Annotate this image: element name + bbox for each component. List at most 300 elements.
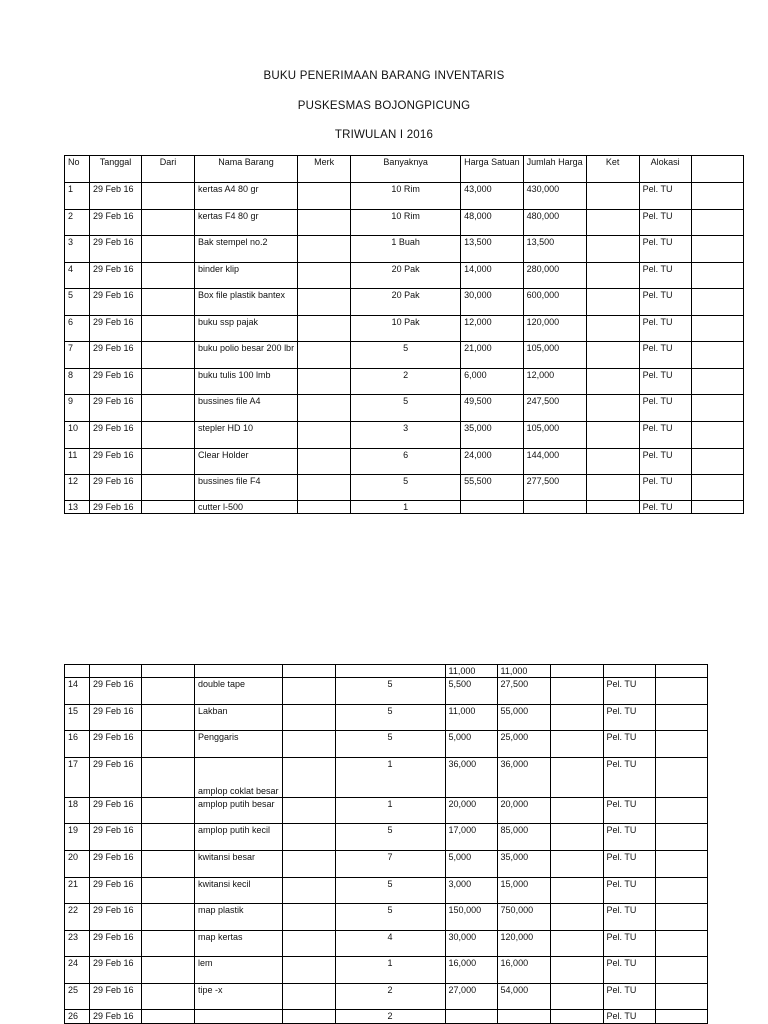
cell-nama-barang: amplop putih kecil: [195, 824, 283, 851]
cell-blank: [691, 183, 743, 210]
cell-tanggal: 29 Feb 16: [90, 316, 142, 342]
cell-merk: [282, 878, 335, 904]
cell-jumlah-harga: 600,000: [523, 289, 586, 316]
table-row: [65, 289, 744, 316]
cell-jumlah-harga: 54,000: [497, 984, 550, 1010]
cell-blank: [691, 342, 743, 369]
header-blank: [691, 156, 743, 183]
cell-banyaknya: 3: [351, 422, 461, 449]
cell-jumlah-harga: 280,000: [523, 263, 586, 289]
cell-dari: [142, 904, 195, 931]
cell-alokasi: Pel. TU: [639, 501, 691, 514]
cell-banyaknya: 10 Rim: [351, 210, 461, 236]
cell-ket: [586, 236, 639, 263]
cell-harga-satuan: 48,000: [461, 210, 524, 236]
cell-merk: [298, 342, 351, 369]
cell-blank: [691, 263, 743, 289]
cell-ket: [550, 931, 603, 957]
cell-tanggal: 29 Feb 16: [90, 904, 142, 931]
cell-dari: [142, 665, 195, 678]
table-row: [65, 851, 708, 878]
cell-blank: [691, 369, 743, 395]
cell-no: 9: [65, 395, 90, 422]
cell-harga-satuan: 17,000: [445, 824, 497, 851]
cell-harga-satuan: 3,000: [445, 878, 497, 904]
cell-ket: [586, 289, 639, 316]
cell-no: 21: [65, 878, 90, 904]
cell-nama-barang: buku tulis 100 lmb: [195, 369, 298, 395]
cell-alokasi: Pel. TU: [639, 369, 691, 395]
cell-tanggal: 29 Feb 16: [90, 1010, 142, 1024]
cell-dari: [142, 501, 195, 514]
table-row: [65, 731, 708, 758]
cell-alokasi: Pel. TU: [603, 931, 655, 957]
table-row: [65, 475, 744, 501]
cell-ket: [586, 263, 639, 289]
cell-harga-satuan: 30,000: [445, 931, 497, 957]
cell-nama-barang: [195, 665, 283, 678]
cell-no: 12: [65, 475, 90, 501]
cell-jumlah-harga: 480,000: [523, 210, 586, 236]
cell-dari: [142, 263, 195, 289]
cell-ket: [550, 678, 603, 705]
cell-alokasi: Pel. TU: [639, 289, 691, 316]
cell-harga-satuan: 11,000: [445, 705, 497, 731]
cell-harga-satuan: 20,000: [445, 798, 497, 824]
cell-dari: [142, 342, 195, 369]
cell-alokasi: Pel. TU: [639, 316, 691, 342]
cell-alokasi: Pel. TU: [603, 824, 655, 851]
table-row: [65, 422, 744, 449]
cell-banyaknya: 2: [335, 1010, 445, 1024]
cell-ket: [586, 369, 639, 395]
cell-merk: [298, 289, 351, 316]
cell-alokasi: Pel. TU: [639, 210, 691, 236]
cell-harga-satuan: 5,000: [445, 851, 497, 878]
table-row: [65, 263, 744, 289]
cell-merk: [282, 957, 335, 984]
cell-banyaknya: 5: [335, 731, 445, 758]
cell-ket: [550, 904, 603, 931]
cell-harga-satuan: 5,000: [445, 731, 497, 758]
cell-jumlah-harga: 247,500: [523, 395, 586, 422]
cell-merk: [298, 236, 351, 263]
cell-no: 26: [65, 1010, 90, 1024]
cell-no: 22: [65, 904, 90, 931]
cell-blank: [691, 236, 743, 263]
cell-ket: [550, 665, 603, 678]
header-jumlah-harga: Jumlah Harga: [523, 156, 586, 183]
cell-nama-barang: kwitansi besar: [195, 851, 283, 878]
cell-tanggal: [90, 665, 142, 678]
cell-nama-barang: amplop coklat besar: [195, 758, 283, 798]
cell-harga-satuan: [461, 501, 524, 514]
table-row: [65, 824, 708, 851]
header-dari: Dari: [142, 156, 195, 183]
table-header-row: [65, 156, 744, 183]
cell-banyaknya: 20 Pak: [351, 263, 461, 289]
cell-no: 2: [65, 210, 90, 236]
cell-nama-barang: amplop putih besar: [195, 798, 283, 824]
header-tanggal: Tanggal: [90, 156, 142, 183]
cell-banyaknya: 1 Buah: [351, 236, 461, 263]
cell-merk: [282, 851, 335, 878]
cell-no: 18: [65, 798, 90, 824]
cell-banyaknya: 2: [351, 369, 461, 395]
cell-ket: [586, 342, 639, 369]
cell-nama-barang: bussines file F4: [195, 475, 298, 501]
cell-blank: [655, 798, 707, 824]
inventory-table-bottom: [64, 664, 708, 1024]
cell-tanggal: 29 Feb 16: [90, 395, 142, 422]
cell-blank: [655, 957, 707, 984]
cell-merk: [298, 395, 351, 422]
cell-nama-barang: map kertas: [195, 931, 283, 957]
cell-blank: [655, 678, 707, 705]
cell-banyaknya: 20 Pak: [351, 289, 461, 316]
cell-dari: [142, 984, 195, 1010]
cell-harga-satuan: 21,000: [461, 342, 524, 369]
cell-blank: [655, 731, 707, 758]
header-ket: Ket: [586, 156, 639, 183]
cell-tanggal: 29 Feb 16: [90, 957, 142, 984]
cell-nama-barang: Penggaris: [195, 731, 283, 758]
header-merk: Merk: [298, 156, 351, 183]
cell-alokasi: Pel. TU: [639, 183, 691, 210]
cell-no: 6: [65, 316, 90, 342]
header-banyaknya: Banyaknya: [351, 156, 461, 183]
cell-ket: [586, 449, 639, 475]
cell-alokasi: Pel. TU: [603, 798, 655, 824]
cell-dari: [142, 475, 195, 501]
cell-dari: [142, 316, 195, 342]
cell-jumlah-harga: 36,000: [497, 758, 550, 798]
cell-no: 23: [65, 931, 90, 957]
cell-banyaknya: 1: [335, 798, 445, 824]
cell-tanggal: 29 Feb 16: [90, 183, 142, 210]
cell-ket: [550, 705, 603, 731]
table-row: [65, 904, 708, 931]
cell-jumlah-harga: 11,000: [497, 665, 550, 678]
cell-harga-satuan: 16,000: [445, 957, 497, 984]
cell-merk: [282, 904, 335, 931]
cell-nama-barang: stepler HD 10: [195, 422, 298, 449]
cell-ket: [550, 851, 603, 878]
cell-no: 1: [65, 183, 90, 210]
cell-alokasi: Pel. TU: [603, 678, 655, 705]
cell-jumlah-harga: 750,000: [497, 904, 550, 931]
cell-tanggal: 29 Feb 16: [90, 731, 142, 758]
cell-ket: [550, 878, 603, 904]
cell-merk: [282, 758, 335, 798]
cell-tanggal: 29 Feb 16: [90, 984, 142, 1010]
cell-jumlah-harga: 12,000: [523, 369, 586, 395]
cell-tanggal: 29 Feb 16: [90, 422, 142, 449]
cell-alokasi: Pel. TU: [603, 731, 655, 758]
cell-ket: [586, 475, 639, 501]
cell-banyaknya: 6: [351, 449, 461, 475]
cell-tanggal: 29 Feb 16: [90, 289, 142, 316]
cell-no: 17: [65, 758, 90, 798]
cell-banyaknya: 1: [351, 501, 461, 514]
table-row: [65, 878, 708, 904]
table-row: [65, 449, 744, 475]
cell-harga-satuan: [445, 1010, 497, 1024]
header-no: No: [65, 156, 90, 183]
document-subtitle-institution: PUSKESMAS BOJONGPICUNG: [297, 100, 471, 112]
cell-merk: [282, 824, 335, 851]
cell-blank: [655, 824, 707, 851]
cell-merk: [298, 422, 351, 449]
cell-harga-satuan: 30,000: [461, 289, 524, 316]
cell-ket: [586, 183, 639, 210]
cell-blank: [655, 705, 707, 731]
cell-no: 19: [65, 824, 90, 851]
cell-nama-barang: Box file plastik bantex: [195, 289, 298, 316]
cell-jumlah-harga: [523, 501, 586, 514]
table-row: [65, 758, 708, 798]
cell-banyaknya: 5: [335, 904, 445, 931]
cell-dari: [142, 1010, 195, 1024]
cell-dari: [142, 422, 195, 449]
cell-blank: [691, 289, 743, 316]
cell-nama-barang: [195, 1010, 283, 1024]
cell-no: [65, 665, 90, 678]
cell-alokasi: Pel. TU: [639, 395, 691, 422]
cell-merk: [298, 475, 351, 501]
cell-no: 4: [65, 263, 90, 289]
cell-jumlah-harga: 277,500: [523, 475, 586, 501]
cell-dari: [142, 878, 195, 904]
cell-no: 15: [65, 705, 90, 731]
cell-blank: [691, 395, 743, 422]
cell-alokasi: Pel. TU: [603, 1010, 655, 1024]
cell-harga-satuan: 14,000: [461, 263, 524, 289]
cell-jumlah-harga: 15,000: [497, 878, 550, 904]
cell-jumlah-harga: 120,000: [497, 931, 550, 957]
cell-nama-barang: map plastik: [195, 904, 283, 931]
cell-nama-barang: cutter l-500: [195, 501, 298, 514]
cell-dari: [142, 449, 195, 475]
cell-jumlah-harga: 16,000: [497, 957, 550, 984]
cell-ket: [550, 731, 603, 758]
table-row: [65, 665, 708, 678]
cell-alokasi: Pel. TU: [603, 758, 655, 798]
cell-harga-satuan: 35,000: [461, 422, 524, 449]
cell-merk: [282, 731, 335, 758]
cell-blank: [691, 501, 743, 514]
cell-banyaknya: 5: [335, 705, 445, 731]
cell-banyaknya: 5: [335, 878, 445, 904]
cell-ket: [550, 798, 603, 824]
cell-tanggal: 29 Feb 16: [90, 851, 142, 878]
cell-harga-satuan: 12,000: [461, 316, 524, 342]
cell-alokasi: Pel. TU: [639, 449, 691, 475]
inventory-table-top: [64, 155, 744, 514]
table-row: [65, 183, 744, 210]
cell-jumlah-harga: [497, 1010, 550, 1024]
cell-merk: [298, 316, 351, 342]
table-row: [65, 369, 744, 395]
cell-banyaknya: 10 Rim: [351, 183, 461, 210]
cell-no: 5: [65, 289, 90, 316]
cell-merk: [298, 501, 351, 514]
cell-merk: [282, 705, 335, 731]
cell-alokasi: Pel. TU: [639, 263, 691, 289]
cell-banyaknya: 1: [335, 758, 445, 798]
cell-banyaknya: 1: [335, 957, 445, 984]
cell-dari: [142, 851, 195, 878]
cell-harga-satuan: 49,500: [461, 395, 524, 422]
cell-nama-barang: lem: [195, 957, 283, 984]
cell-no: 25: [65, 984, 90, 1010]
cell-merk: [282, 984, 335, 1010]
cell-dari: [142, 824, 195, 851]
cell-ket: [550, 824, 603, 851]
cell-tanggal: 29 Feb 16: [90, 475, 142, 501]
cell-banyaknya: 5: [351, 395, 461, 422]
cell-merk: [298, 449, 351, 475]
table-row: [65, 342, 744, 369]
cell-jumlah-harga: 85,000: [497, 824, 550, 851]
document-subtitle-period: TRIWULAN I 2016: [334, 129, 434, 141]
cell-blank: [691, 475, 743, 501]
cell-dari: [142, 289, 195, 316]
cell-alokasi: Pel. TU: [603, 851, 655, 878]
cell-tanggal: 29 Feb 16: [90, 798, 142, 824]
cell-dari: [142, 731, 195, 758]
cell-nama-barang: tipe -x: [195, 984, 283, 1010]
cell-blank: [655, 1010, 707, 1024]
cell-blank: [655, 904, 707, 931]
cell-alokasi: Pel. TU: [639, 236, 691, 263]
cell-tanggal: 29 Feb 16: [90, 931, 142, 957]
cell-blank: [655, 758, 707, 798]
document-title: BUKU PENERIMAAN BARANG INVENTARIS: [263, 70, 505, 82]
table-row: [65, 798, 708, 824]
table-row: [65, 705, 708, 731]
table-row: [65, 984, 708, 1010]
cell-no: 14: [65, 678, 90, 705]
cell-merk: [298, 210, 351, 236]
cell-no: 7: [65, 342, 90, 369]
header-alokasi: Alokasi: [639, 156, 691, 183]
cell-banyaknya: 4: [335, 931, 445, 957]
table-row: [65, 1010, 708, 1024]
cell-no: 13: [65, 501, 90, 514]
cell-alokasi: Pel. TU: [639, 342, 691, 369]
table-row: [65, 210, 744, 236]
table-row: [65, 678, 708, 705]
cell-dari: [142, 210, 195, 236]
cell-harga-satuan: 55,500: [461, 475, 524, 501]
cell-banyaknya: 5: [335, 824, 445, 851]
cell-no: 10: [65, 422, 90, 449]
cell-banyaknya: 10 Pak: [351, 316, 461, 342]
cell-jumlah-harga: 20,000: [497, 798, 550, 824]
cell-dari: [142, 931, 195, 957]
cell-nama-barang: binder klip: [195, 263, 298, 289]
cell-alokasi: Pel. TU: [639, 422, 691, 449]
cell-no: 20: [65, 851, 90, 878]
cell-alokasi: Pel. TU: [603, 957, 655, 984]
cell-nama-barang: kertas F4 80 gr: [195, 210, 298, 236]
cell-alokasi: Pel. TU: [603, 705, 655, 731]
cell-jumlah-harga: 105,000: [523, 422, 586, 449]
cell-no: 16: [65, 731, 90, 758]
cell-harga-satuan: 43,000: [461, 183, 524, 210]
cell-merk: [282, 798, 335, 824]
cell-banyaknya: 5: [335, 678, 445, 705]
cell-jumlah-harga: 27,500: [497, 678, 550, 705]
cell-tanggal: 29 Feb 16: [90, 824, 142, 851]
cell-tanggal: 29 Feb 16: [90, 369, 142, 395]
cell-nama-barang: buku ssp pajak: [195, 316, 298, 342]
cell-tanggal: 29 Feb 16: [90, 878, 142, 904]
cell-dari: [142, 236, 195, 263]
cell-merk: [282, 1010, 335, 1024]
cell-banyaknya: 7: [335, 851, 445, 878]
cell-dari: [142, 678, 195, 705]
cell-dari: [142, 798, 195, 824]
cell-ket: [586, 316, 639, 342]
cell-blank: [691, 449, 743, 475]
cell-jumlah-harga: 13,500: [523, 236, 586, 263]
cell-dari: [142, 705, 195, 731]
cell-nama-barang: Clear Holder: [195, 449, 298, 475]
cell-harga-satuan: 27,000: [445, 984, 497, 1010]
cell-nama-barang: Bak stempel no.2: [195, 236, 298, 263]
cell-jumlah-harga: 105,000: [523, 342, 586, 369]
cell-dari: [142, 957, 195, 984]
cell-alokasi: Pel. TU: [639, 475, 691, 501]
table-row: [65, 236, 744, 263]
cell-blank: [655, 931, 707, 957]
cell-tanggal: 29 Feb 16: [90, 342, 142, 369]
cell-harga-satuan: 11,000: [445, 665, 497, 678]
cell-dari: [142, 395, 195, 422]
cell-merk: [282, 678, 335, 705]
cell-blank: [655, 851, 707, 878]
cell-ket: [586, 395, 639, 422]
cell-dari: [142, 183, 195, 210]
cell-harga-satuan: 6,000: [461, 369, 524, 395]
cell-merk: [298, 183, 351, 210]
cell-jumlah-harga: 25,000: [497, 731, 550, 758]
cell-tanggal: 29 Feb 16: [90, 678, 142, 705]
cell-harga-satuan: 36,000: [445, 758, 497, 798]
cell-tanggal: 29 Feb 16: [90, 758, 142, 798]
cell-jumlah-harga: 35,000: [497, 851, 550, 878]
cell-harga-satuan: 24,000: [461, 449, 524, 475]
cell-dari: [142, 758, 195, 798]
cell-jumlah-harga: 144,000: [523, 449, 586, 475]
cell-tanggal: 29 Feb 16: [90, 705, 142, 731]
cell-ket: [550, 957, 603, 984]
cell-nama-barang: bussines file A4: [195, 395, 298, 422]
cell-ket: [586, 501, 639, 514]
cell-nama-barang: double tape: [195, 678, 283, 705]
cell-tanggal: 29 Feb 16: [90, 263, 142, 289]
cell-jumlah-harga: 120,000: [523, 316, 586, 342]
cell-ket: [550, 1010, 603, 1024]
cell-banyaknya: [335, 665, 445, 678]
table-row: [65, 957, 708, 984]
cell-jumlah-harga: 55,000: [497, 705, 550, 731]
cell-blank: [655, 984, 707, 1010]
cell-nama-barang: kwitansi kecil: [195, 878, 283, 904]
cell-blank: [655, 878, 707, 904]
